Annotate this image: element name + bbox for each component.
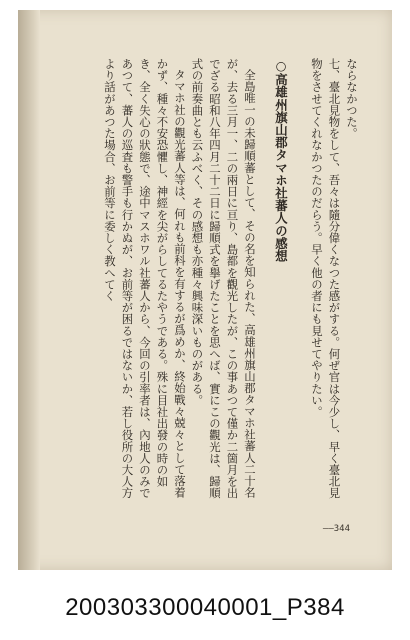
paragraph-continuation: ならなかつた。 [345, 58, 359, 140]
page-number: ——344 [322, 524, 350, 534]
section-heading: ○高雄州旗山郡タマホ社蕃人の感想 [273, 58, 289, 263]
paragraph-item-seven: 七、臺北見物をして、吾々は隨分偉くなつた感がする。何ぜ官は今少し、早く臺北見物をさせてくれなかつたのだらう。早く他の者にも見せてやりたい。 [310, 58, 342, 499]
archive-id-caption: 200303300040001_P384 [65, 594, 345, 621]
page-binding-shadow [18, 10, 40, 570]
book-page [18, 10, 392, 570]
paragraph-impressions: タマホ社の觀光蕃人等は、何れも前科を有するが爲めか、終始戰々兢々として落着かず、種々不安恐懼し、神經を尖がらしてるたやうである。殊に目社出發の時の如き、全く失心の狀態で、途中マスホワル社蕃人から、今回の引率者は、內地人のみであつて、蕃人の巡査も警手も行かぬが、お前等が困るではないか、若し役所の大人方より話があつた場合、お前等に委しく教へてく [103, 58, 187, 499]
paragraph-intro: 全島唯一の未歸順蕃として、その名を知られた、高雄州旗山郡タマホ社蕃人二十名が、去る三月一、二の兩日に亘り、島都を觀光したが、この事あつて僅か二箇月を出でざる昭和八年四月二十二日に歸順式を擧げたことを思へば、實にこの觀光は、歸順式の前奏曲とも云ふべく、その感想も亦種々興味深いものがある。 [190, 58, 257, 499]
vertical-text-body [68, 58, 360, 508]
